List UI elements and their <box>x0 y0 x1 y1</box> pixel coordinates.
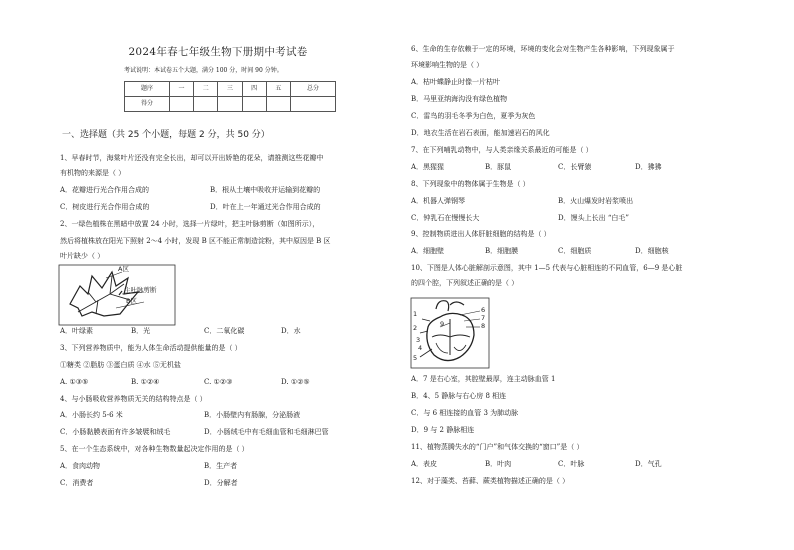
exam-instructions: 考试说明：本试卷五个大题，满分 100 分，时间 90 分钟。 <box>124 67 283 74</box>
heart-label: 2 <box>413 324 418 332</box>
question-9-text: 9、控制物质进出人体肝脏细胞的结构是（ ） <box>411 230 551 238</box>
section-heading: 一、选择题（共 25 个小题，每题 2 分，共 50 分） <box>62 130 270 140</box>
heart-label: 8 <box>481 322 486 330</box>
question-2-text: 叶片缺少（ ） <box>60 252 105 260</box>
option: D．叶在上一年通过光合作用合成的 <box>210 203 321 211</box>
option: A．细胞壁 <box>411 247 445 255</box>
option: C．小肠黏膜表面有许多皱襞和绒毛 <box>60 428 171 436</box>
option: C．雷鸟的羽毛冬季为白色，夏季为灰色 <box>411 112 536 120</box>
question-10-text: 的四个腔，下列叙述正确的是（ ） <box>411 279 519 287</box>
option: B．4、5 静脉与右心房 8 相连 <box>411 392 507 400</box>
question-12-text: 12、对于藻类、苔藓、蕨类植物描述正确的是（ ） <box>411 477 570 485</box>
option: A．小肠长约 5-6 米 <box>60 411 123 419</box>
exam-title: 2024年春七年级生物下册期中考试卷 <box>128 46 308 58</box>
score-cell <box>169 97 193 112</box>
option: D．狒狒 <box>635 163 662 171</box>
question-4-text: 4、与小肠吸收营养物质无关的结构特点是（ ） <box>60 395 207 403</box>
score-header-cell: 二 <box>194 82 218 97</box>
option: A．黑猩猩 <box>411 163 445 171</box>
heart-figure <box>410 297 490 369</box>
option: A．叶绿素 <box>60 327 94 335</box>
leaf-figure <box>58 264 176 326</box>
question-6-text: 6、生命的生存依赖于一定的环境，环境的变化会对生物产生各种影响，下列现象属于 <box>411 45 675 53</box>
option: C．树皮进行光合作用合成的 <box>60 203 150 211</box>
leaf-label-cut: 主叶脉剪断 <box>124 286 157 294</box>
score-table-score-row <box>125 97 336 112</box>
option: A．表皮 <box>411 460 438 468</box>
option: C．钟乳石在慢慢长大 <box>411 214 480 222</box>
question-2-text: 2、一绿色植株在黑暗中放置 24 小时，选择一片绿叶，把主叶脉剪断（如图所示）， <box>60 220 320 228</box>
score-row-label: 得分 <box>125 97 170 112</box>
score-header-cell: 四 <box>242 82 266 97</box>
option: C．二氧化碳 <box>204 327 245 335</box>
heart-label: 4 <box>418 344 423 352</box>
heart-label: 7 <box>481 314 486 322</box>
option: C．细胞质 <box>558 247 592 255</box>
option: A．枯叶蝶静止时像一片枯叶 <box>411 78 501 86</box>
question-10-text: 10、下图是人体心脏解剖示意图，其中 1—5 代表与心脏相连的不同血管，6—9 是心脏 <box>411 264 683 272</box>
score-header-cell: 五 <box>266 82 290 97</box>
option: B．生产者 <box>204 462 238 470</box>
question-7-text: 7、在下列哺乳动物中，与人类亲缘关系最近的可能是（ ） <box>411 146 593 154</box>
option: C．叶脉 <box>558 460 585 468</box>
question-2-text: 然后将植株放在阳光下照射 2～4 小时，发现 B 区不能正常制造淀粉，其中原因是 B 区 <box>60 237 331 245</box>
option: A．花瓣进行光合作用合成的 <box>60 186 150 194</box>
option: C．消费者 <box>60 479 94 487</box>
option: A．7 是右心室，其腔壁最厚，连主动脉血管 1 <box>411 375 556 383</box>
score-header-cell: 题序 <box>125 82 170 97</box>
option: D．气孔 <box>635 460 662 468</box>
heart-label: 3 <box>416 336 421 344</box>
heart-label: 9 <box>440 320 445 328</box>
question-1-text: 有机物的来源是（ ） <box>60 169 126 177</box>
option: B．火山爆发时岩浆喷出 <box>558 197 634 205</box>
option: B．豚鼠 <box>485 163 512 171</box>
option: A．机器人弹钢琴 <box>411 197 466 205</box>
option: D. ①②⑤ <box>281 378 310 386</box>
score-cell <box>266 97 290 112</box>
score-header-cell: 总分 <box>291 82 336 97</box>
heart-label: 6 <box>481 306 486 314</box>
question-1-text: 1、早春时节，海棠叶片还没有完全长出，却可以开出娇艳的花朵，请推测这些花瓣中 <box>60 154 324 162</box>
option: B．根从土壤中吸收并运输到花瓣的 <box>210 186 321 194</box>
score-header-cell: 一 <box>169 82 193 97</box>
question-8-text: 8、下列现象中的物体属于生物是（ ） <box>411 180 530 188</box>
option: A. ①③⑤ <box>60 378 89 386</box>
score-table-header-row <box>125 82 336 97</box>
question-3-items: ①糖类 ②脂肪 ③蛋白质 ④水 ⑤无机盐 <box>60 361 181 369</box>
score-cell <box>218 97 242 112</box>
heart-label: 5 <box>413 354 418 362</box>
option: C．与 6 相连接的血管 3 为肺动脉 <box>411 409 519 417</box>
option: B．马里亚纳海沟没有绿色植物 <box>411 95 508 103</box>
option: D．9 与 2 静脉相连 <box>411 426 475 434</box>
option: C．长臂猿 <box>558 163 592 171</box>
question-5-text: 5、在一个生态系统中，对各种生物数量起决定作用的是（ ） <box>60 445 249 453</box>
option: C. ①②③ <box>204 378 233 386</box>
option: B. ①②④ <box>131 378 160 386</box>
score-cell <box>194 97 218 112</box>
option: B．叶肉 <box>485 460 512 468</box>
option: D．水 <box>281 327 301 335</box>
question-3-text: 3、下列营养物质中，能为人体生命活动提供能量的是（ ） <box>60 344 242 352</box>
score-table <box>124 81 336 112</box>
option: D．小肠绒毛中有毛细血管和毛细淋巴管 <box>204 428 329 436</box>
score-header-cell: 三 <box>218 82 242 97</box>
option: D．地衣生活在岩石表面，能加速岩石的风化 <box>411 129 550 137</box>
option: A．食肉动物 <box>60 462 101 470</box>
option: D．馒头上长出 “白毛” <box>558 214 629 222</box>
score-cell <box>291 97 336 112</box>
option: B．光 <box>131 327 151 335</box>
option: B．小肠壁内有肠腺，分泌肠液 <box>204 411 301 419</box>
heart-label: 1 <box>413 310 418 318</box>
question-11-text: 11、植物蒸腾失水的“门户”和气体交换的“窗口”是（ ） <box>411 443 584 451</box>
option: D．分解者 <box>204 479 238 487</box>
leaf-label-a: A区 <box>118 265 129 273</box>
score-cell <box>242 97 266 112</box>
question-6-text: 环境影响生物的是（ ） <box>411 61 484 69</box>
option: D．细胞核 <box>635 247 669 255</box>
leaf-label-b: B区 <box>126 297 137 305</box>
option: B．细胞膜 <box>485 247 519 255</box>
